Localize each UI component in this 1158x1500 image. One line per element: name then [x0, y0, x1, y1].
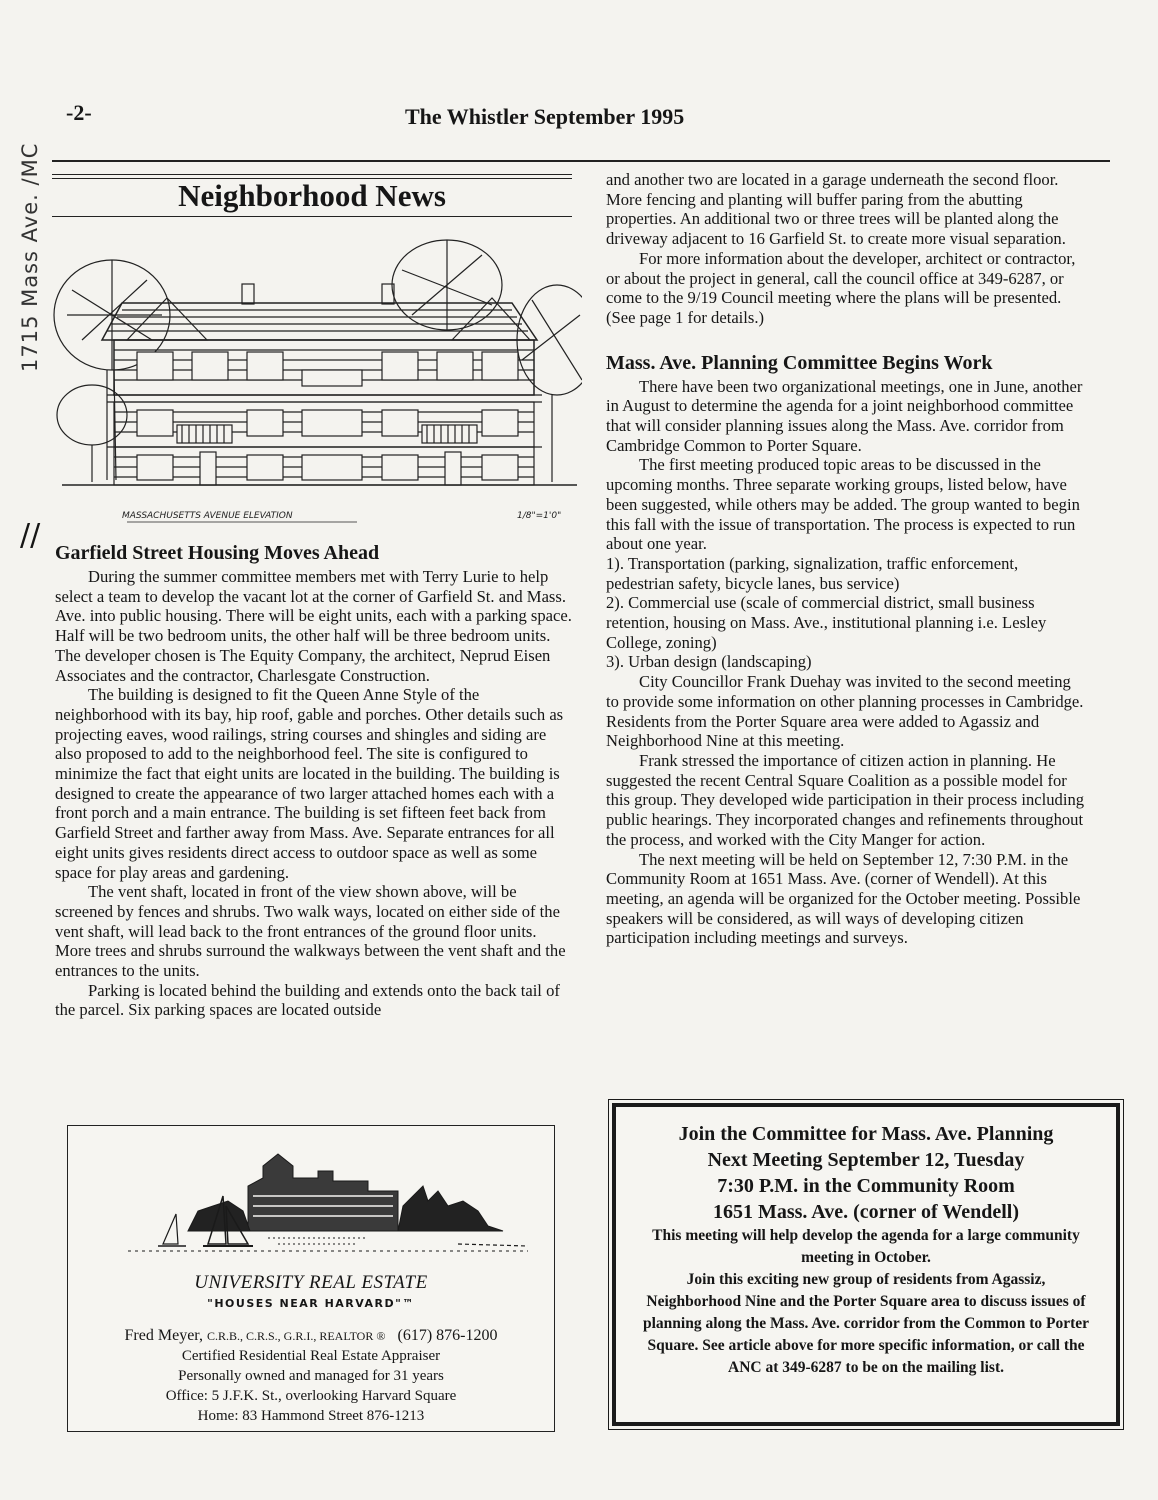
article-paragraph: The next meeting will be held on September 12, 7:30 P.M. in the Community Room at 1651 Mass. Ave. (corner of Wendell). At this meeting, an agenda will be organized for the October meeting. Possible speakers will be considered, as will ways of developing citizen participation including meetings and surveys.	[606, 849, 1081, 948]
article-headline: Mass. Ave. Planning Committee Begins Work	[606, 351, 993, 374]
right-column	[606, 170, 1086, 948]
notice-line: 7:30 P.M. in the Community Room	[717, 1175, 1015, 1197]
notice-line: 1651 Mass. Ave. (corner of Wendell)	[712, 1201, 1020, 1223]
sketch-scale: 1/8"=1'0"	[517, 511, 562, 521]
article-continuation: and another two are located in a garage underneath the second floor. More fencing and planting will buffer paring from the abutting properties. An additional two or three trees will be planted along the driveway adjacent to 16 Garfield St. to create more visual separation.	[606, 170, 1066, 249]
handwritten-margin-note: 1715 Mass Ave. /MC	[18, 142, 42, 372]
contact-line: Home: 83 Hammond Street 876-1213	[197, 1408, 425, 1424]
section-title: Neighborhood News	[178, 178, 446, 213]
contact-line: Certified Residential Real Estate Appraiser	[181, 1348, 441, 1364]
harbor-illustration	[68, 1126, 554, 1266]
company-slogan: "HOUSES NEAR HARVARD"™	[207, 1297, 415, 1310]
sketch-caption: MASSACHUSETTS AVENUE ELEVATION	[122, 511, 293, 521]
real-estate-advertisement	[67, 1125, 555, 1432]
contact-block	[68, 1326, 554, 1426]
notice-line: Next Meeting September 12, Tuesday	[707, 1149, 1025, 1171]
article-paragraph: Parking is located behind the building and extends onto the back tail of the parcel. Six parking spaces are located outside	[55, 980, 560, 1020]
section-rule-top	[52, 174, 572, 175]
notice-paragraph: This meeting will help develop the agenda for a large community meeting in October.	[652, 1227, 1080, 1266]
page-number: -2-	[66, 100, 92, 125]
building-elevation-sketch	[52, 220, 582, 530]
contact-line: Office: 5 J.F.K. St., overlooking Harvard Square	[165, 1388, 457, 1404]
margin-marks: //	[20, 518, 41, 553]
contact-credentials: C.R.B., C.R.S., G.R.I., REALTOR ®	[206, 1329, 386, 1343]
article-paragraph: The vent shaft, located in front of the view shown above, will be screened by fences and shrubs. Two walk ways, located on either side of the vent shaft, will lead back to the front entrances of the ground floor units. More trees and shrubs surround the walkways between the vent shaft and the entrances to the units.	[55, 882, 566, 981]
notice-paragraph: Join this exciting new group of residents from Agassiz, Neighborhood Nine and the Porter Square area to discuss issues of planning along the Mass. Ave. corridor from the Common to Porter Square. See article above for more specific information, or call the ANC at 349-6287 to be on the mailing list.	[642, 1271, 1089, 1376]
article-paragraph: There have been two organizational meetings, one in June, another in August to determine the agenda for a joint neighborhood committee that will consider planning issues along the Mass. Ave. corridor from Cambridge Common to Porter Square.	[606, 376, 1083, 455]
list-item: 1). Transportation (parking, signalization, traffic enforcement, pedestrian safety, bicycle lanes, bus service)	[606, 553, 1019, 593]
article-paragraph: During the summer committee members met with Terry Lurie to help select a team to develop the vacant lot at the corner of Garfield St. and Mass. Ave. into public housing. There will be eight units, each with a parking space. Half will be two bedroom units, the other half will be three bedroom units. The developer chosen is The Equity Company, the architect, Neprud Eisen Associates and the contractor, Charlesgate Construction.	[55, 567, 572, 685]
article-paragraph: City Councillor Frank Duehay was invited to the second meeting to provide some information on other planning processes in Cambridge. Residents from the Porter Square area were added to Agassiz and Neighborhood Nine at this meeting.	[606, 672, 1084, 751]
meeting-notice-box	[612, 1103, 1120, 1426]
list-item: 3). Urban design (landscaping)	[606, 652, 812, 672]
notice-line: Join the Committee for Mass. Ave. Planning	[678, 1123, 1054, 1145]
contact-name: Fred Meyer,	[124, 1327, 203, 1344]
header-rule	[52, 160, 1110, 162]
article-headline: Garfield Street Housing Moves Ahead	[55, 542, 380, 564]
contact-phone: (617) 876-1200	[397, 1327, 498, 1344]
masthead: The Whistler September 1995	[405, 104, 685, 129]
contact-line	[68, 1326, 554, 1346]
article-paragraph: The first meeting produced topic areas to be discussed in the upcoming months. Three separate working groups, listed below, have been suggested, while others may be added. The group wanted to begin this fall with the issue of transportation. The process is expected to run about one year.	[606, 455, 1080, 554]
article-paragraph: Frank stressed the importance of citizen action in planning. He suggested the recent Central Square Coalition as a possible model for this group. They developed wide participation in their process including public hearings. They incorporated changes and refinements throughout the process, and worked with the City Manger for action.	[606, 750, 1085, 849]
company-name: UNIVERSITY REAL ESTATE	[194, 1272, 428, 1293]
section-rule-bottom	[52, 216, 572, 217]
article-continuation: For more information about the developer, architect or contractor, or about the project in general, call the council office at 349-6287, or come to the 9/19 Council meeting where the plans will be presented. (See page 1 for details.)	[606, 248, 1076, 327]
contact-line: Personally owned and managed for 31 years	[178, 1368, 444, 1384]
article-paragraph: The building is designed to fit the Queen Anne Style of the neighborhood with its bay, hip roof, gable and porches. Other details such as projecting eaves, wood railings, string courses and shingles and siding are also proposed to add to the neighborhood feel. The site is configured to minimize the fact that eight units are located in the building. The building is designed to create the appearance of two larger attached homes each with a front porch and a main entrance. The building is set fifteen feet back from Garfield Street and farther away from Mass. Ave. Separate entrances for all eight units gives residents direct access to outdoor space as well as some space for play areas and gardening.	[55, 685, 564, 882]
article-garfield-street	[55, 540, 575, 1020]
list-item: 2). Commercial use (scale of commercial district, small business retention, housing on Mass. Ave., institutional planning i.e. Lesley College, zoning)	[606, 593, 1047, 652]
